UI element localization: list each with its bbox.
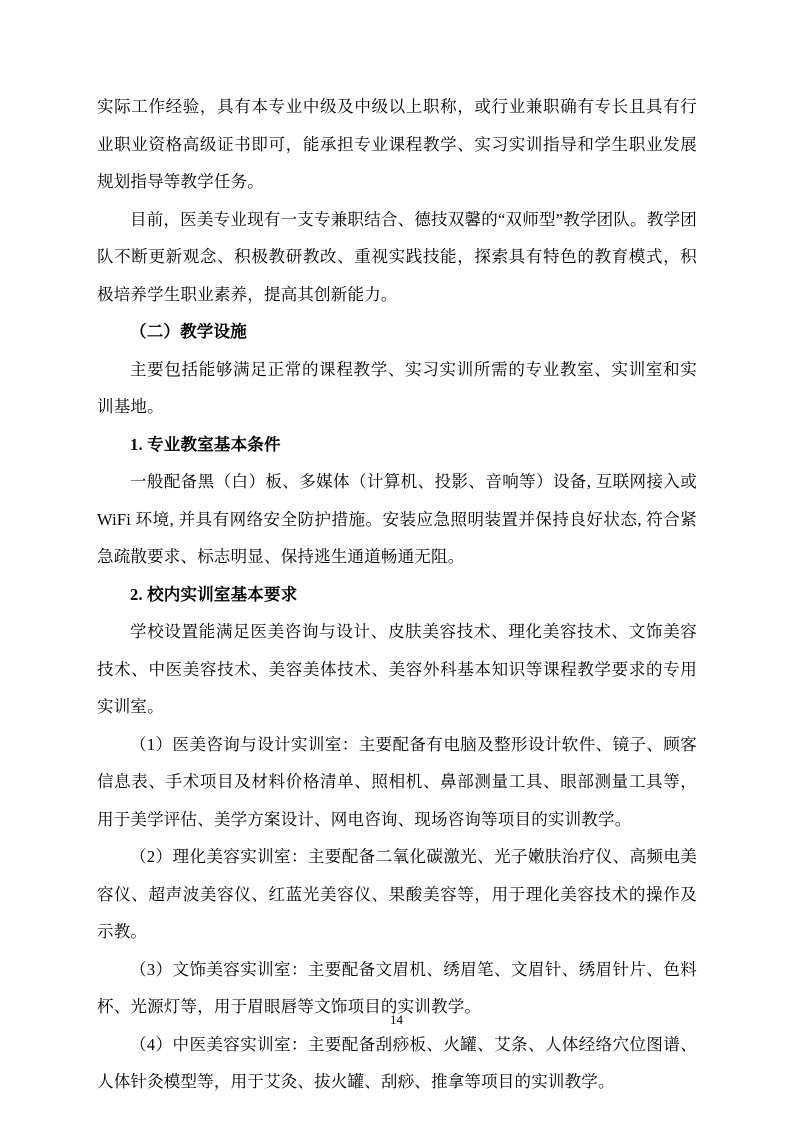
document-body <box>97 88 697 1101</box>
paragraph: 一般配备黑（白）板、多媒体（计算机、投影、音响等）设备, 互联网接入或 WiFi 环境, 并具有网络安全防护措施。安装应急照明装置并保持良好状态, 符合紧急疏散要求、标志明显、保持逃生通道畅通无阻。 <box>97 472 697 566</box>
page-number: 14 <box>390 1012 403 1027</box>
list-item: （3）文饰美容实训室：主要配备文眉机、绣眉笔、文眉针、绣眉针片、色料杯、光源灯等，用于眉眼唇等文饰项目的实训教学。 <box>97 959 697 1016</box>
paragraph: 主要包括能够满足正常的课程教学、实习实训所需的专业教室、实训室和实训基地。 <box>97 359 697 416</box>
paragraph: 目前，医美专业现有一支专兼职结合、德技双馨的“双师型”教学团队。教学团队不断更新观念、积极教研教改、重视实践技能，探索具有特色的教育模式，积极培养学生职业素养，提高其创新能力。 <box>97 209 697 304</box>
paragraph: 学校设置能满足医美咨询与设计、皮肤美容技术、理化美容技术、文饰美容技术、中医美容技术、美容美体技术、美容外科基本知识等课程教学要求的专用实训室。 <box>97 622 697 716</box>
paragraph: 实际工作经验，具有本专业中级及中级以上职称，或行业兼职确有专长且具有行业职业资格高级证书即可，能承担专业课程教学、实习实训指导和学生职业发展规划指导等教学任务。 <box>97 97 697 191</box>
list-item: （2）理化美容实训室：主要配备二氧化碳激光、光子嫩肤治疗仪、高频电美容仪、超声波美容仪、红蓝光美容仪、果酸美容等，用于理化美容技术的操作及示教。 <box>97 847 697 941</box>
subsection-heading: 2. 校内实训室基本要求 <box>130 584 298 604</box>
list-item: （4）中医美容实训室：主要配备刮痧板、火罐、艾条、人体经络穴位图谱、人体针灸模型等，用于艾灸、拔火罐、刮痧、推拿等项目的实训教学。 <box>97 1034 697 1091</box>
list-item: （1）医美咨询与设计实训室：主要配备有电脑及整形设计软件、镜子、顾客信息表、手术项目及材料价格清单、照相机、鼻部测量工具、眼部测量工具等，用于美学评估、美学方案设计、网电咨询、现场咨询等项目的实训教学。 <box>97 734 697 829</box>
section-heading: （二）教学设施 <box>130 322 247 341</box>
subsection-heading: 1. 专业教室基本条件 <box>130 434 281 454</box>
